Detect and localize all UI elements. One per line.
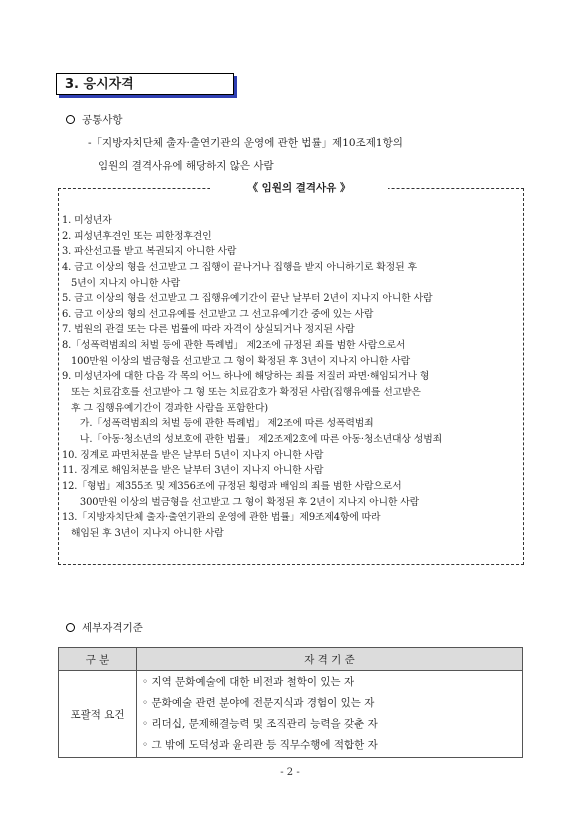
disqualification-item: 4. 금고 이상의 형을 선고받고 그 집행이 끝나거나 집행을 받지 아니하기로 확정된 후 xyxy=(62,261,417,273)
criteria-item: ◦ 문화예술 관련 분야에 전문지식과 경험이 있는 자 xyxy=(142,697,375,709)
table-header-row xyxy=(59,648,523,671)
section-title: 3. 응시자격 xyxy=(56,73,234,95)
disqualification-item: 또는 치료감호를 선고받아 그 형 또는 치료감호가 확정된 사람(집행유예를 선고받은 xyxy=(62,387,421,399)
disqualification-item: 11. 징계로 해임처분을 받은 날부터 3년이 지나지 아니한 사람 xyxy=(62,465,324,477)
detail-heading xyxy=(66,620,143,635)
column-header-criteria: 자 격 기 준 xyxy=(137,648,523,671)
disqualification-item: 300만원 이상의 벌금형을 선고받고 그 형이 확정된 후 2년이 지나지 아니한 사람 xyxy=(62,496,420,508)
disqualification-item: 8.「성폭력범죄의 처벌 등에 관한 특례법」 제2조에 규정된 죄를 범한 사람으로서 xyxy=(62,340,406,352)
category-cell: 포괄적 요건 xyxy=(59,671,137,758)
disqualification-item: 9. 미성년자에 대한 다음 각 목의 어느 하나에 해당하는 죄를 저질러 파면·해임되거나 형 xyxy=(62,371,430,383)
disqualification-item: 6. 금고 이상의 형의 선고유예를 선고받고 그 선고유예기간 중에 있는 사람 xyxy=(62,308,374,320)
disqualification-item: 10. 징계로 파면처분을 받은 날부터 5년이 지나지 아니한 사람 xyxy=(62,449,324,461)
table-row xyxy=(59,671,523,758)
disqualification-box xyxy=(58,182,524,565)
criteria-item: ◦ 그 밖에 도덕성과 윤리관 등 직무수행에 적합한 자 xyxy=(142,739,378,751)
criteria-item: ◦ 리더십, 문제해결능력 및 조직관리 능력을 갖춘 자 xyxy=(142,718,378,730)
disqualification-list xyxy=(62,213,521,541)
disqualification-title: 《 임원의 결격사유 》 xyxy=(210,180,388,197)
disqualification-item: 나.「아동·청소년의 성보호에 관한 법률」 제2조제2호에 따른 아동·청소년대상 성범죄 xyxy=(62,433,442,445)
common-heading-label: 공통사항 xyxy=(82,114,123,126)
disqualification-item: 3. 파산선고를 받고 복권되지 아니한 사람 xyxy=(62,246,237,258)
disqualification-item: 12.「형법」제355조 및 제356조에 규정된 횡령과 배임의 죄를 범한 사람으로서 xyxy=(62,480,402,492)
disqualification-item: 2. 피성년후견인 또는 피한정후견인 xyxy=(62,230,212,242)
criteria-item: ◦ 지역 문화예술에 대한 비전과 철학이 있는 자 xyxy=(142,676,355,688)
disqualification-item: 5년이 지나지 아니한 사람 xyxy=(62,277,180,289)
page-number: - 2 - xyxy=(280,767,300,778)
disqualification-item: 13.「지방자치단체 출자·출연기관의 운영에 관한 법률」제9조제4항에 따라 xyxy=(62,512,381,524)
circle-bullet-icon xyxy=(66,623,75,632)
circle-bullet-icon xyxy=(66,115,75,124)
common-line-2: 임원의 결격사유에 해당하지 않은 사람 xyxy=(98,160,274,172)
disqualification-item: 5. 금고 이상의 형을 선고받고 그 집행유예기간이 끝난 날부터 2년이 지나지 아니한 사람 xyxy=(62,293,433,305)
disqualification-item: 7. 법원의 관결 또는 다른 법률에 따라 자격이 상실되거나 정지된 사람 xyxy=(62,324,355,336)
criteria-cell xyxy=(137,671,523,758)
disqualification-item: 가.「성폭력범죄의 처벌 등에 관한 특례법」 제2조에 따른 성폭력범죄 xyxy=(62,418,374,430)
detail-heading-label: 세부자격기준 xyxy=(82,622,143,634)
criteria-table xyxy=(58,647,523,758)
column-header-category: 구 분 xyxy=(59,648,137,671)
common-line-1: -「지방자치단체 출자·출연기관의 운영에 관한 법률」제10조제1항의 xyxy=(88,137,403,149)
common-heading xyxy=(66,112,123,127)
disqualification-item: 후 그 집행유예기간이 경과한 사람을 포함한다) xyxy=(62,402,269,414)
disqualification-item: 해임된 후 3년이 지나지 아니한 사람 xyxy=(62,527,224,539)
disqualification-item: 1. 미성년자 xyxy=(62,215,112,226)
disqualification-item: 100만원 이상의 벌금형을 선고받고 그 형이 확정된 후 3년이 지나지 아니한 사람 xyxy=(62,355,411,367)
